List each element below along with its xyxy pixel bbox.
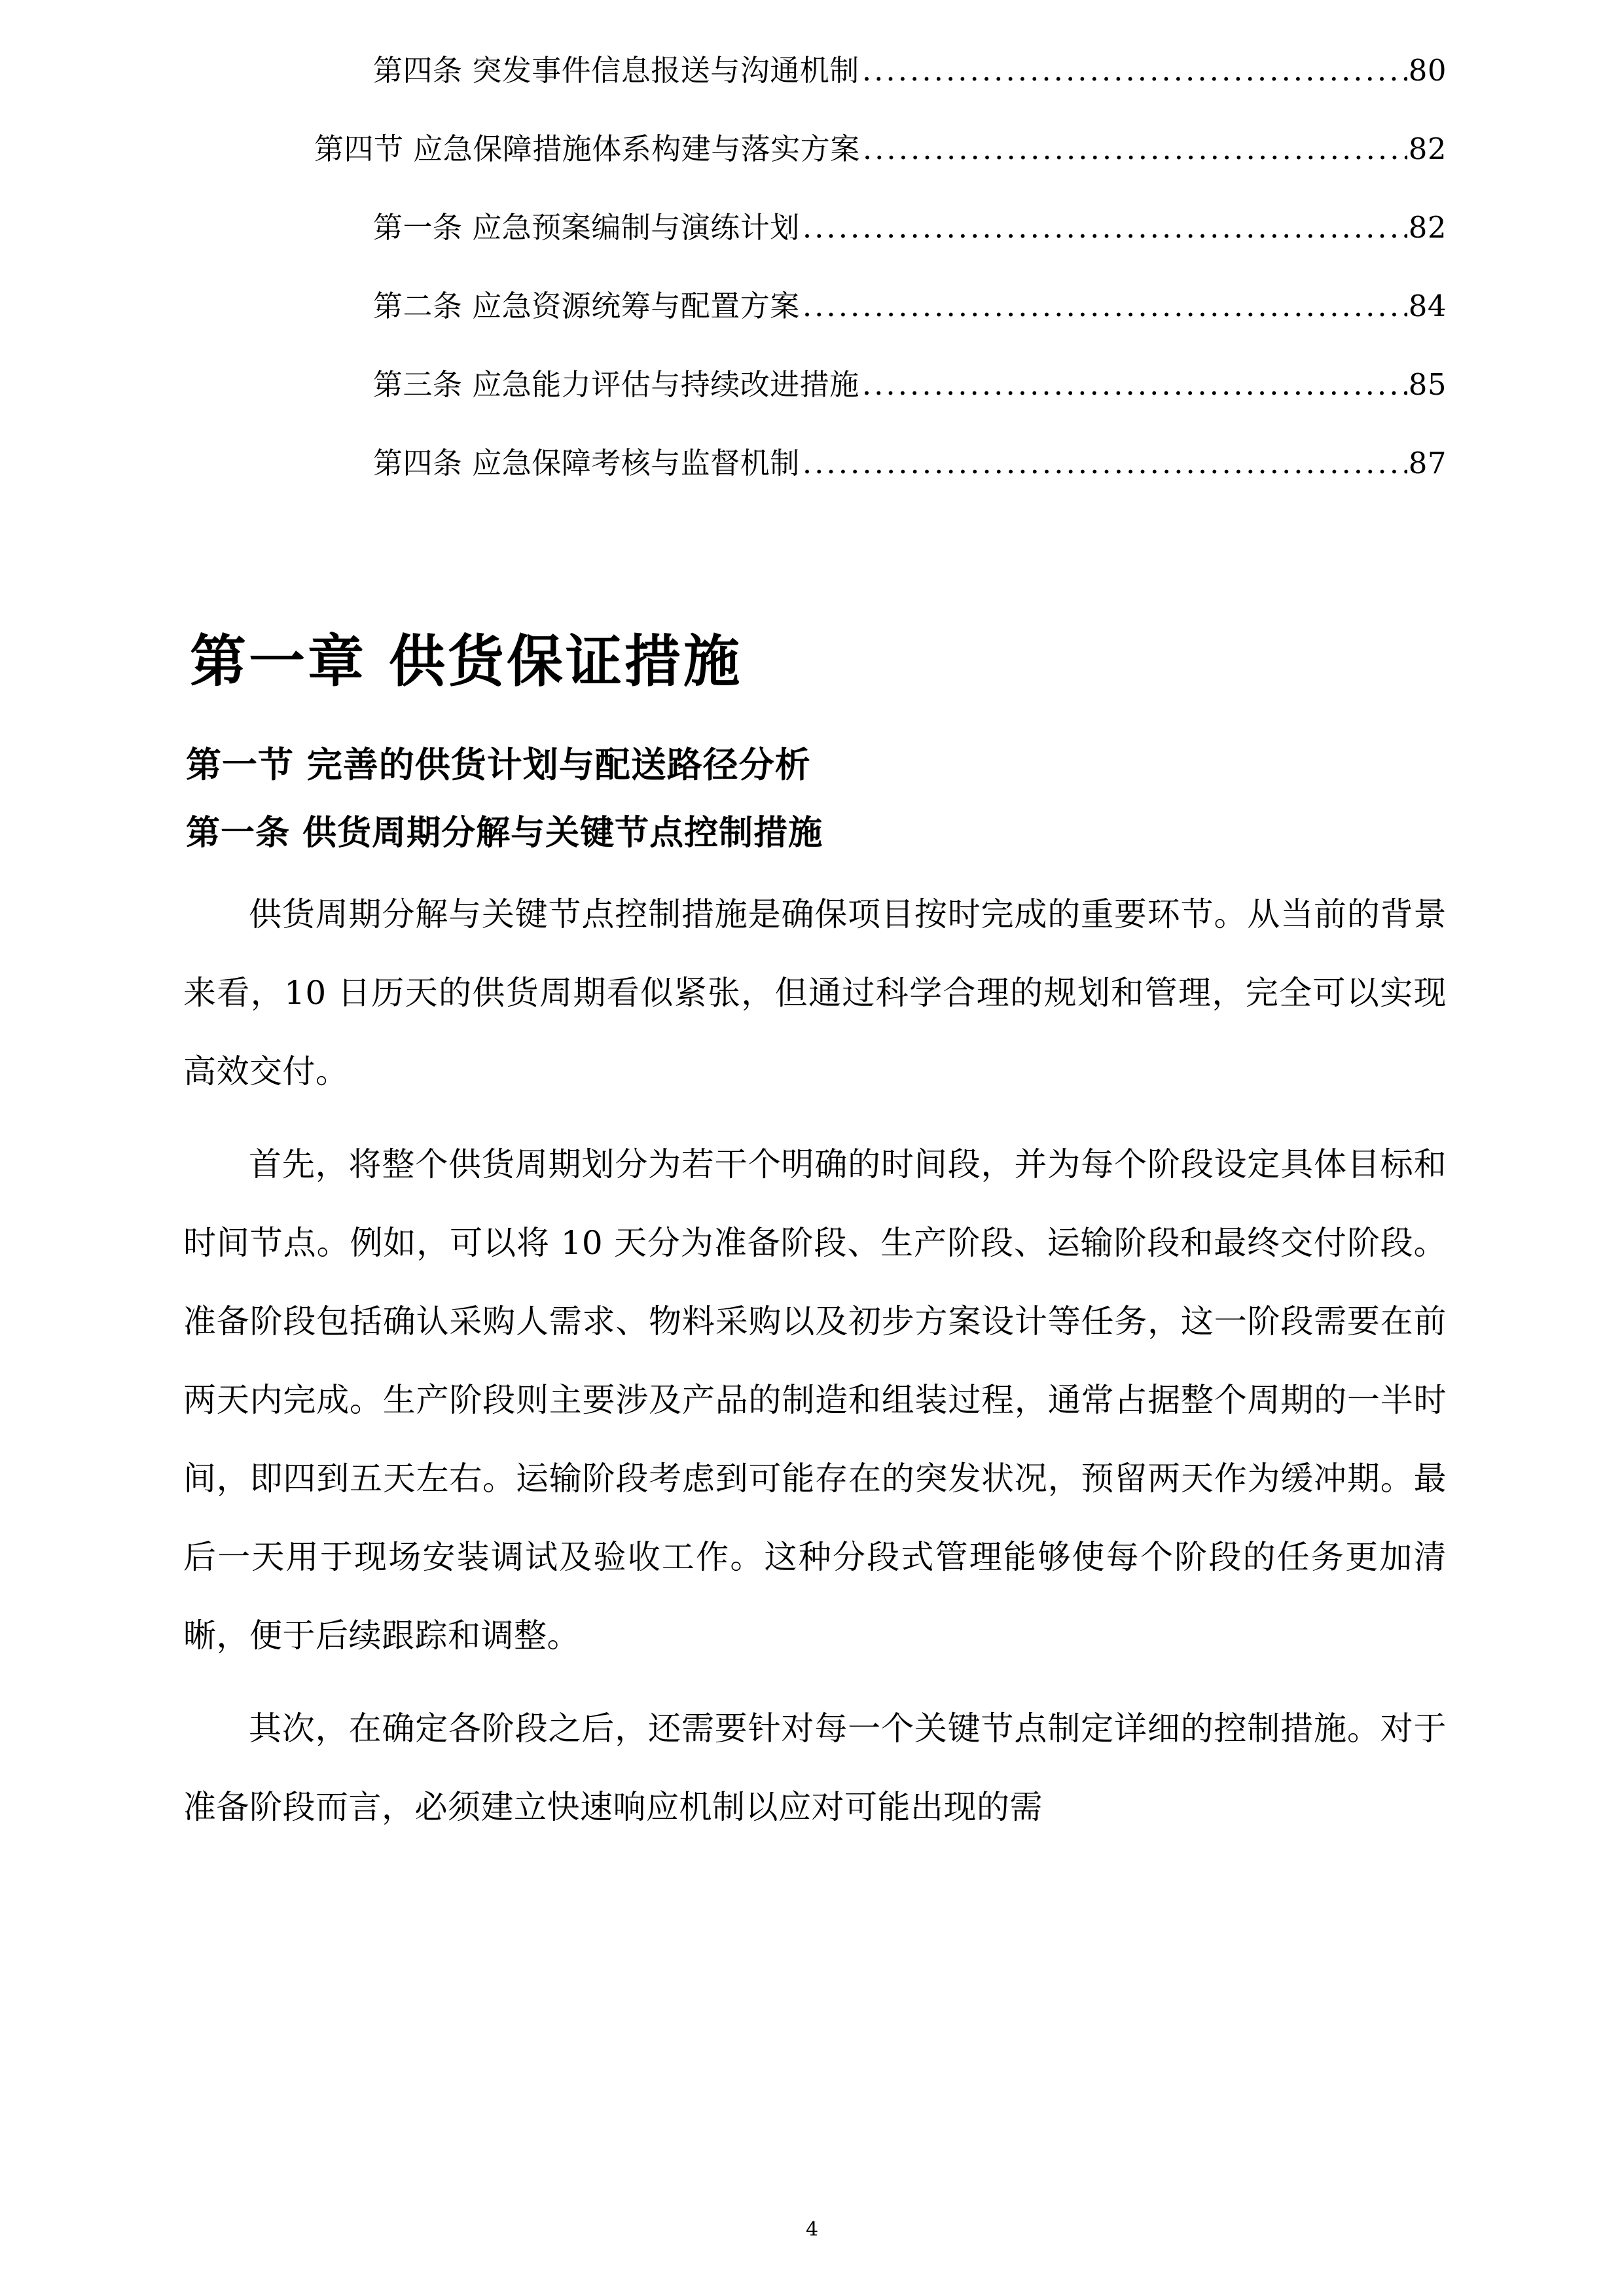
page-content bbox=[183, 0, 1447, 1846]
toc-entry-label: 第四节 应急保障措施体系构建与落实方案 bbox=[314, 132, 860, 166]
toc-entry-page: 87 bbox=[1408, 446, 1447, 480]
toc-entry-page: 82 bbox=[1408, 210, 1447, 245]
toc-entry-label: 第三条 应急能力评估与持续改进措施 bbox=[373, 367, 859, 402]
page-number-footer: 4 bbox=[805, 2218, 819, 2241]
chapter-title: 第一章 供货保证措施 bbox=[190, 629, 742, 694]
toc-entry[interactable] bbox=[183, 346, 1447, 424]
toc-entry-page: 80 bbox=[1408, 53, 1447, 88]
body-paragraph: 其次，在确定各阶段之后，还需要针对每一个关键节点制定详细的控制措施。对于准备阶段而言，必须建立快速响应机制以应对可能出现的需 bbox=[183, 1710, 1447, 1827]
toc-entry[interactable] bbox=[183, 31, 1447, 110]
toc-dot-leader bbox=[862, 56, 1407, 85]
toc-dot-leader bbox=[862, 370, 1407, 399]
toc-entry-label: 第一条 应急预案编制与演练计划 bbox=[373, 210, 800, 245]
toc-entry-page: 82 bbox=[1408, 132, 1447, 166]
section-title: 第一节 完善的供货计划与配送路径分析 bbox=[186, 744, 811, 785]
toc-dot-leader bbox=[803, 448, 1407, 478]
toc-entry-label: 第四条 突发事件信息报送与沟通机制 bbox=[373, 53, 859, 88]
toc-entry-page: 84 bbox=[1408, 289, 1447, 323]
toc-entry[interactable] bbox=[183, 267, 1447, 346]
body-paragraph: 供货周期分解与关键节点控制措施是确保项目按时完成的重要环节。从当前的背景来看，10 日历天的供货周期看似紧张，但通过科学合理的规划和管理，完全可以实现高效交付。 bbox=[183, 895, 1447, 1091]
toc-entry-label: 第四条 应急保障考核与监督机制 bbox=[373, 446, 800, 480]
table-of-contents bbox=[183, 0, 1447, 503]
body-paragraph: 首先，将整个供货周期划分为若干个明确的时间段，并为每个阶段设定具体目标和时间节点。例如，可以将 10 天分为准备阶段、生产阶段、运输阶段和最终交付阶段。准备阶段包括确认采购人需求、物料采购以及初步方案设计等任务，这一阶段需要在前两天内完成。生产阶段则主要涉及产品的制造和组装过程，通常占据整个周期的一半时间，即四到五天左右。运输阶段考虑到可能存在的突发状况，预留两天作为缓冲期。最后一天用于现场安装调试及验收工作。这种分段式管理能够使每个阶段的任务更加清晰，便于后续跟踪和调整。 bbox=[183, 1145, 1447, 1655]
toc-entry[interactable] bbox=[183, 110, 1447, 188]
toc-dot-leader bbox=[803, 213, 1407, 242]
toc-entry-page: 85 bbox=[1408, 367, 1447, 402]
toc-dot-leader bbox=[863, 134, 1407, 164]
toc-dot-leader bbox=[803, 291, 1407, 321]
toc-entry[interactable] bbox=[183, 188, 1447, 267]
toc-entry-label: 第二条 应急资源统筹与配置方案 bbox=[373, 289, 800, 323]
toc-entry[interactable] bbox=[183, 424, 1447, 503]
article-title: 第一条 供货周期分解与关键节点控制措施 bbox=[186, 813, 823, 853]
